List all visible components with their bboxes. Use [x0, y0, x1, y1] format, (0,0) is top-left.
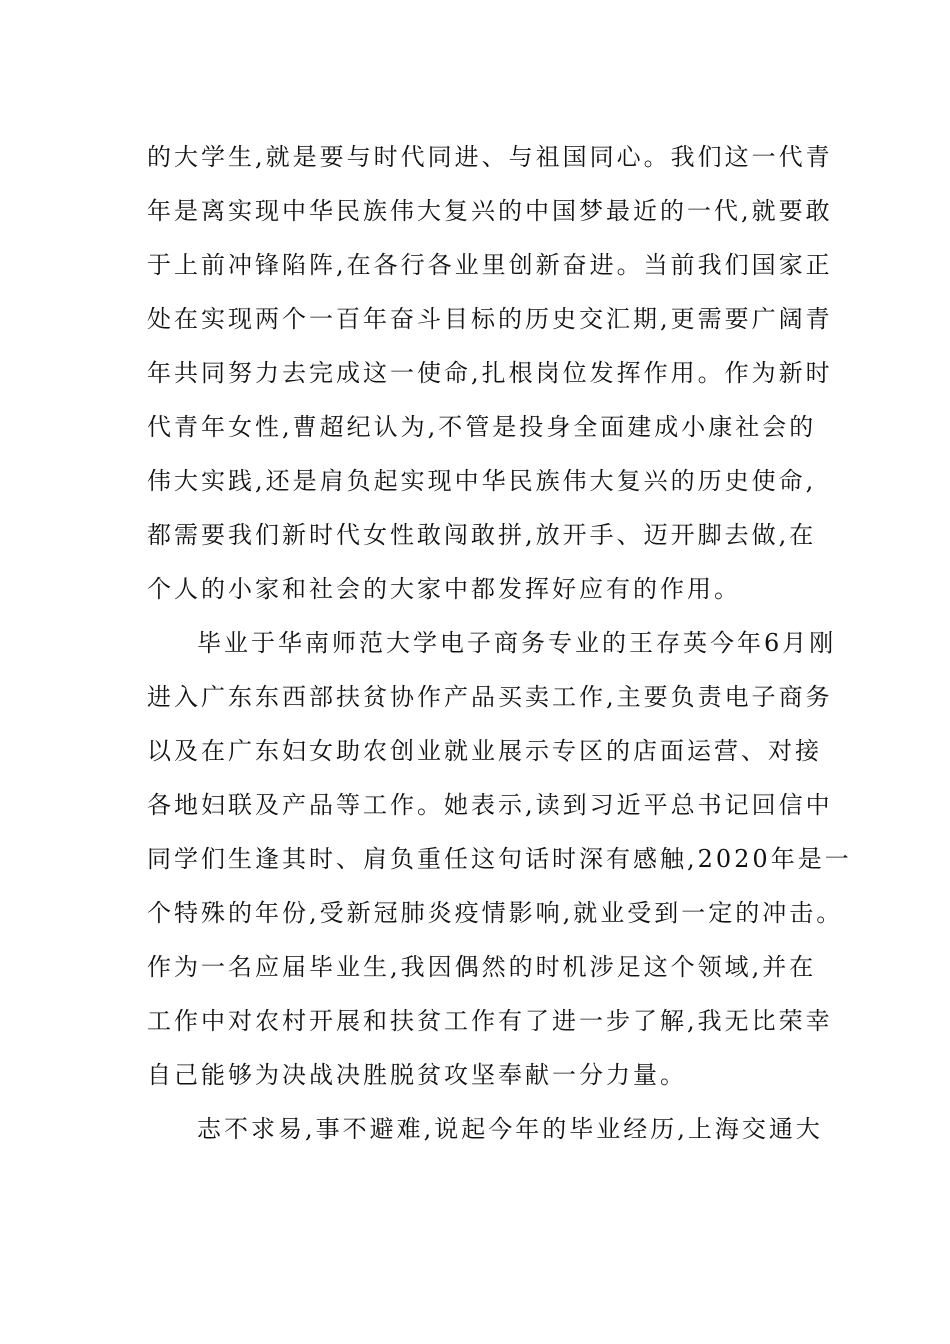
body-text [147, 130, 852, 1156]
paragraph-first-line: 志不求易,事不避难,说起今年的毕业经历,上海交通大 [197, 1115, 823, 1143]
text-line: 作为一名应届毕业生,我因偶然的时机涉足这个领域,并在 [147, 953, 817, 981]
text-line: 年共同努力去完成这一使命,扎根岗位发挥作用。作为新时 [147, 359, 833, 387]
text-line: 自己能够为决战决胜脱贫攻坚奉献一分力量。 [147, 1061, 687, 1089]
text-line: 各地妇联及产品等工作。她表示,读到习近平总书记回信中 [147, 791, 833, 819]
text-line: 同学们生逢其时、肩负重任这句话时深有感触,2020年是一 [147, 845, 852, 873]
text-line: 于上前冲锋陷阵,在各行各业里创新奋进。当前我们国家正 [147, 251, 833, 279]
text-line: 的大学生,就是要与时代同进、与祖国同心。我们这一代青 [147, 143, 833, 171]
text-line: 进入广东东西部扶贫协作产品买卖工作,主要负责电子商务 [147, 683, 833, 711]
text-line: 处在实现两个一百年奋斗目标的历史交汇期,更需要广阔青 [147, 305, 833, 333]
text-line: 个人的小家和社会的大家中都发挥好应有的作用。 [147, 575, 741, 603]
text-line: 代青年女性,曹超纪认为,不管是投身全面建成小康社会的 [147, 413, 817, 441]
text-line: 工作中对农村开展和扶贫工作有了进一步了解,我无比荣幸 [147, 1007, 833, 1035]
text-line: 个特殊的年份,受新冠肺炎疫情影响,就业受到一定的冲击。 [147, 899, 844, 927]
text-line: 都需要我们新时代女性敢闯敢拼,放开手、迈开脚去做,在 [147, 521, 817, 549]
text-line: 年是离实现中华民族伟大复兴的中国梦最近的一代,就要敢 [147, 197, 833, 225]
text-line: 以及在广东妇女助农创业就业展示专区的店面运营、对接 [147, 737, 822, 765]
text-line: 伟大实践,还是肩负起实现中华民族伟大复兴的历史使命, [147, 467, 817, 495]
paragraph-first-line: 毕业于华南师范大学电子商务专业的王存英今年6月刚 [197, 629, 837, 657]
